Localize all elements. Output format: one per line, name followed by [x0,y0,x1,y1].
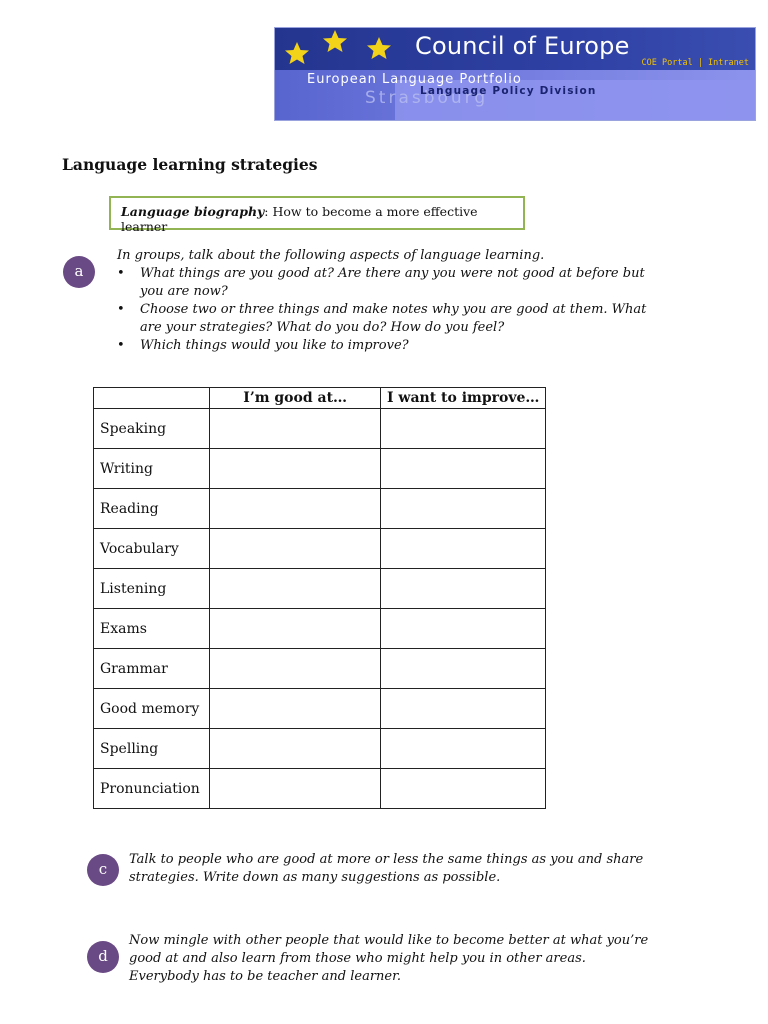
page-title: Language learning strategies [62,155,318,174]
table-header-good-at: I’m good at… [209,388,380,409]
banner-title[interactable]: Council of Europe [415,32,630,60]
improve-cell[interactable] [381,449,546,489]
good-at-cell[interactable] [209,449,380,489]
good-at-cell[interactable] [209,409,380,449]
section-a-marker: a [63,256,95,288]
skill-label: Exams [94,609,210,649]
table-row [94,609,546,649]
improve-cell[interactable] [381,409,546,449]
improve-cell[interactable] [381,769,546,809]
council-of-europe-banner [274,27,756,121]
portal-intranet-links[interactable]: COE Portal | Intranet [641,58,749,68]
good-at-cell[interactable] [209,609,380,649]
bio-box-text: : How to become a more effective learner [121,204,478,234]
table-row [94,689,546,729]
improve-cell[interactable] [381,489,546,529]
improve-cell[interactable] [381,529,546,569]
good-at-cell[interactable] [209,529,380,569]
skill-label: Reading [94,489,210,529]
good-at-cell[interactable] [209,569,380,609]
table-row [94,769,546,809]
table-row [94,409,546,449]
good-at-cell[interactable] [209,649,380,689]
good-at-cell[interactable] [209,689,380,729]
section-d-text: Now mingle with other people that would like to become better at what you’re good at and also learn from those who might help you in other areas. Everybody has to be teacher and learner. [129,933,649,984]
table-row [94,529,546,569]
bio-box-label: Language biography [121,204,265,219]
table-header-row [94,388,546,409]
good-at-cell[interactable] [209,769,380,809]
star-icon [367,37,391,59]
improve-cell[interactable] [381,649,546,689]
section-d-marker: d [87,941,119,973]
section-c-text: Talk to people who are good at more or less the same things as you and share strategies. Write down as many suggestions as possible. [129,852,644,885]
improve-cell[interactable] [381,689,546,729]
table-header-improve: I want to improve… [381,388,546,409]
star-icon [285,42,309,64]
skill-label: Listening [94,569,210,609]
skill-label: Good memory [94,689,210,729]
list-item: • What things are you good at? Are there any you were not good at before but you are now? [117,266,645,299]
banner-division: Language Policy Division [420,85,597,97]
skill-label: Vocabulary [94,529,210,569]
table-row [94,449,546,489]
section-c-marker: c [87,854,119,886]
table-row [94,569,546,609]
section-a-bullets [117,265,647,355]
improve-cell[interactable] [381,729,546,769]
good-at-cell[interactable] [209,489,380,529]
table-row [94,729,546,769]
table-row [94,489,546,529]
language-biography-box [109,196,525,234]
table-header-empty [94,388,210,409]
skill-label: Grammar [94,649,210,689]
eu-stars-icon [275,28,415,70]
skill-label: Pronunciation [94,769,210,809]
banner-subtitle: European Language Portfolio [307,72,522,87]
skill-label: Spelling [94,729,210,769]
banner-city: Strasbourg [365,88,489,108]
star-icon [323,30,347,52]
improve-cell[interactable] [381,569,546,609]
bullet-icon: • [117,338,125,353]
good-at-cell[interactable] [209,729,380,769]
section-a-instructions [117,247,647,355]
table-row [94,649,546,689]
skills-table [93,387,546,809]
skill-label: Writing [94,449,210,489]
improve-cell[interactable] [381,609,546,649]
skill-label: Speaking [94,409,210,449]
bullet-icon: • [117,302,125,317]
bullet-icon: • [117,266,125,281]
list-item: • Choose two or three things and make notes why you are good at them. What are your strategies? What do you do? How do you feel? [117,302,647,335]
list-item: • Which things would you like to improve? [117,338,409,353]
section-a-intro: In groups, talk about the following aspects of language learning. [117,248,545,263]
